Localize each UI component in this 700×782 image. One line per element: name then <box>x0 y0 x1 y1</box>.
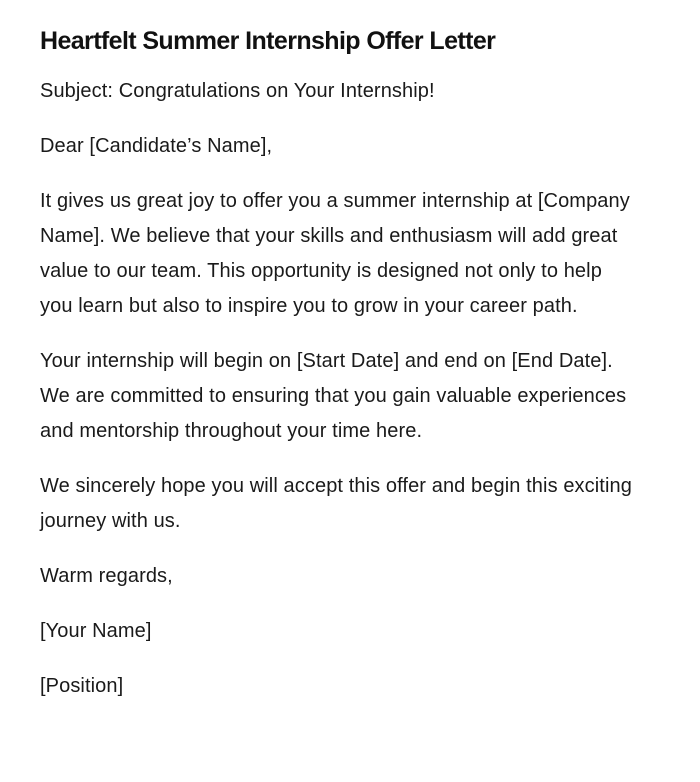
subject-line: Subject: Congratulations on Your Internship! <box>40 80 435 102</box>
offer-letter <box>40 26 640 724</box>
body-paragraph-offer: It gives us great joy to offer you a summer internship at [Company Name]. We believe that your skills and enthusiasm will add great value to our team. This opportunity is designed not only to help you learn but also to inspire you to grow in your career path. <box>40 190 630 317</box>
salutation: Dear [Candidate’s Name], <box>40 135 273 157</box>
signer-name: [Your Name] <box>40 620 152 642</box>
closing-phrase: Warm regards, <box>40 565 173 587</box>
body-paragraph-closing: We sincerely hope you will accept this offer and begin this exciting journey with us. <box>40 475 632 532</box>
body-paragraph-dates: Your internship will begin on [Start Date] and end on [End Date]. We are committed to ensuring that you gain valuable experiences and mentorship throughout your time here. <box>40 350 627 442</box>
signer-position: [Position] <box>40 675 124 697</box>
document-title: Heartfelt Summer Internship Offer Letter <box>40 27 496 55</box>
